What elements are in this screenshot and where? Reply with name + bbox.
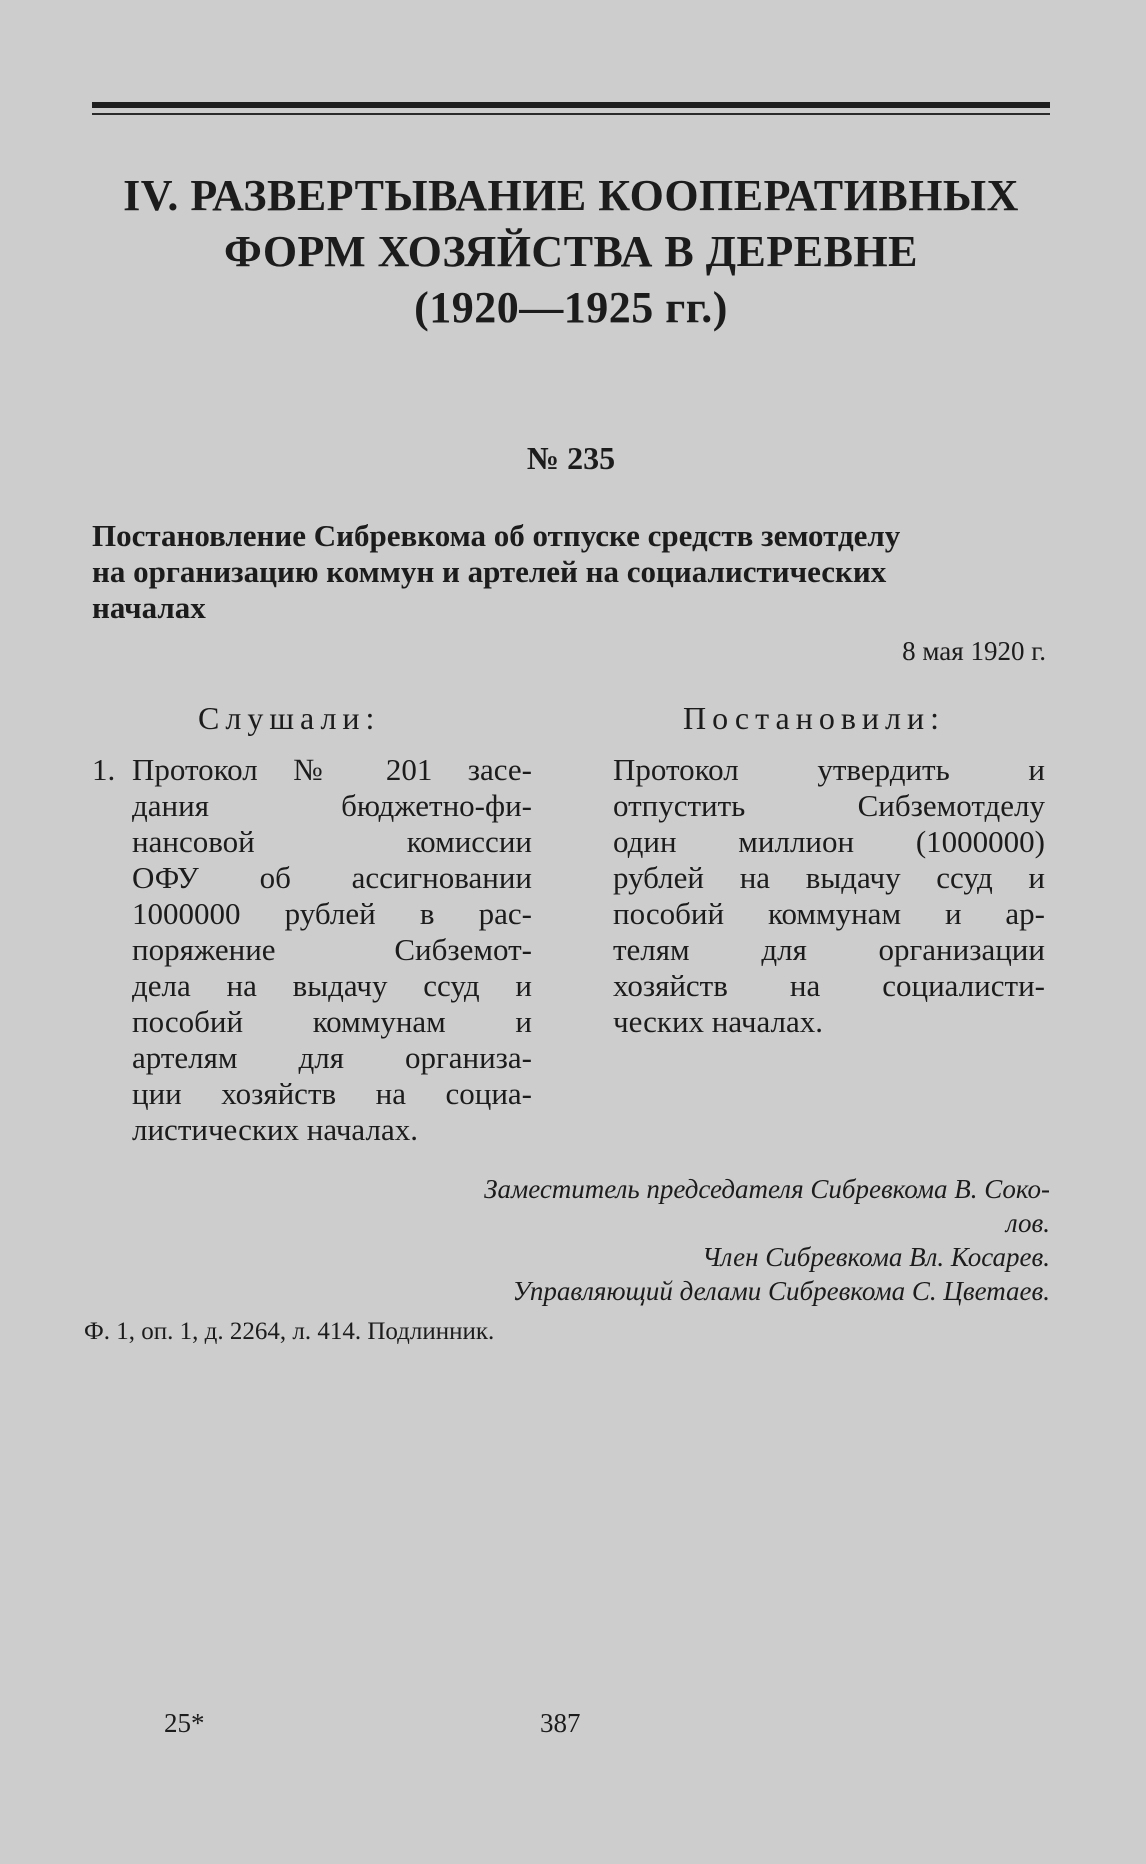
- printer-signature-mark: 25*: [164, 1708, 205, 1738]
- chapter-title-line: ФОРМ ХОЗЯЙСТВА В ДЕРЕВНЕ: [223, 227, 919, 276]
- header-rule-thin: [92, 113, 1050, 115]
- text-line: пособий коммунам и ар-: [613, 896, 1045, 931]
- archive-source: Ф. 1, оп. 1, д. 2264, л. 414. Подлинник.: [84, 1318, 495, 1345]
- signature-line: лов.: [1005, 1208, 1050, 1238]
- text-line: отпустить Сибземотделу: [613, 788, 1045, 823]
- chapter-title-line: (1920—1925 гг.): [414, 283, 728, 332]
- signature-line: Заместитель председателя Сибревкома В. Соко-: [484, 1174, 1050, 1204]
- document-title: [92, 518, 1050, 626]
- text-line: ции хозяйств на социа-: [132, 1076, 532, 1111]
- text-line: дания бюджетно-фи-: [132, 788, 532, 823]
- signature-line: Член Сибревкома Вл. Косарев.: [702, 1242, 1050, 1272]
- text-line: один миллион (1000000): [613, 824, 1045, 859]
- chapter-title-line: IV. РАЗВЕРТЫВАНИЕ КООПЕРАТИВНЫХ: [123, 171, 1019, 220]
- text-line: ческих началах.: [613, 1004, 823, 1039]
- resolved-column: [613, 752, 1045, 1040]
- signature-line: Управляющий делами Сибревкома С. Цветаев.: [512, 1276, 1050, 1306]
- text-line: телям для организации: [613, 932, 1045, 967]
- text-line: листических началах.: [132, 1112, 418, 1147]
- text-line: дела на выдачу ссуд и: [132, 968, 532, 1003]
- text-line: хозяйств на социалисти-: [613, 968, 1045, 1003]
- document-title-line: Постановление Сибревкома об отпуске средств земотделу: [92, 518, 901, 553]
- text-line: поряжение Сибземот-: [132, 932, 532, 967]
- document-title-line: началах: [92, 590, 206, 625]
- text-line: артелям для организа-: [132, 1040, 532, 1075]
- document-number: № 235: [526, 440, 616, 476]
- text-line: Протокол № 201 засе-: [132, 752, 532, 787]
- text-line: Протокол утвердить и: [613, 752, 1045, 787]
- chapter-title: [92, 168, 1050, 336]
- header-rule-thick: [92, 102, 1050, 108]
- text-line: нансовой комиссии: [132, 824, 532, 859]
- signatures: [250, 1172, 1050, 1308]
- page-number: 387: [540, 1708, 581, 1738]
- resolved-heading: Постановили:: [683, 700, 946, 736]
- document-date: 8 мая 1920 г.: [902, 636, 1046, 666]
- document-title-line: на организацию коммун и артелей на социалистических: [92, 554, 887, 589]
- heard-text: [132, 752, 532, 1148]
- heard-heading: Слушали:: [198, 700, 381, 736]
- text-line: рублей на выдачу ссуд и: [613, 860, 1045, 895]
- item-number: 1.: [92, 752, 116, 787]
- text-line: пособий коммунам и: [132, 1004, 532, 1039]
- text-line: 1000000 рублей в рас-: [132, 896, 532, 931]
- text-line: ОФУ об ассигновании: [132, 860, 532, 895]
